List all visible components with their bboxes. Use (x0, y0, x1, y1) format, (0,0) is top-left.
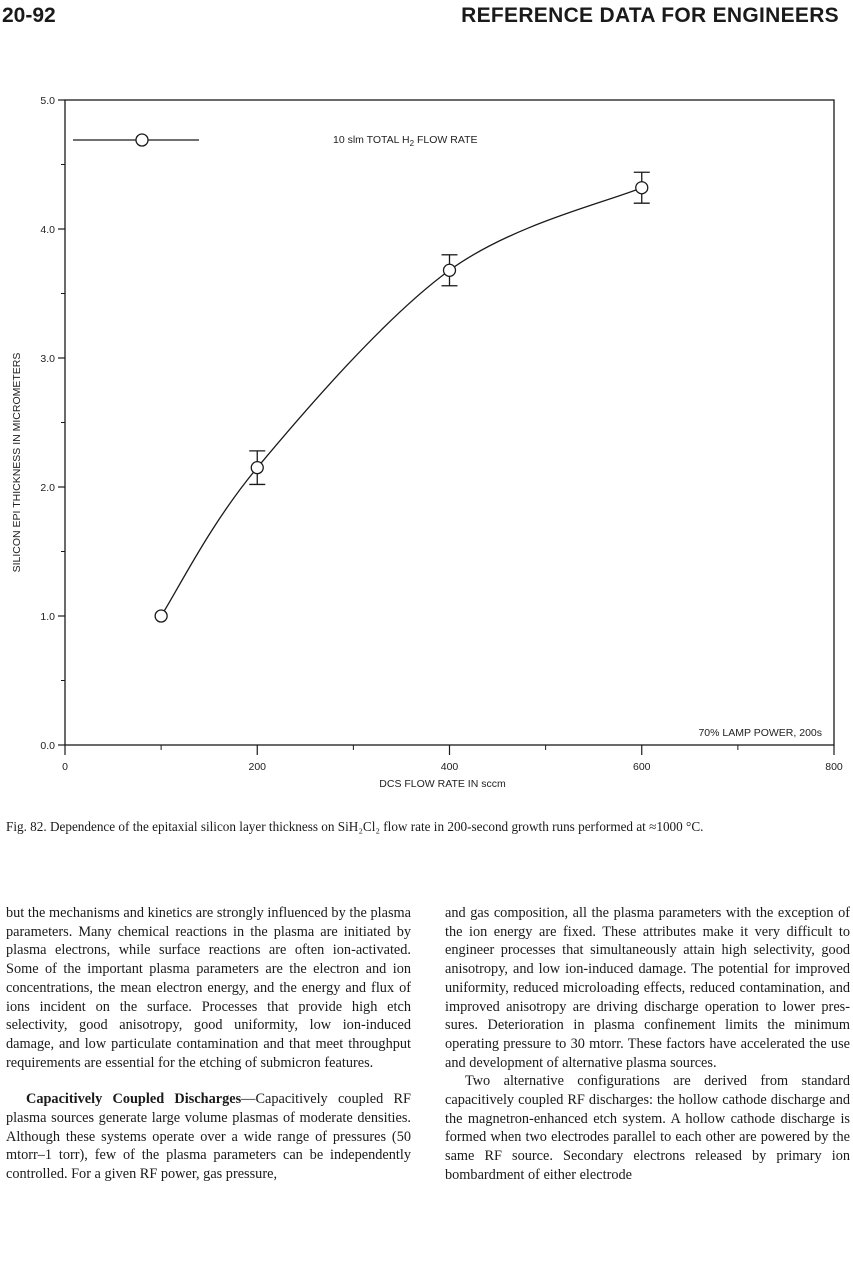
data-point (155, 610, 167, 622)
legend-label-tail: FLOW RATE (414, 134, 478, 146)
y-tick-label: 2.0 (40, 482, 55, 494)
section-heading: Capacitively Coupled Discharges (26, 1091, 242, 1108)
legend-marker (136, 134, 148, 146)
y-tick-label: 0.0 (40, 740, 55, 752)
y-axis (40, 95, 65, 752)
figure-caption: Fig. 82. Dependence of the epitaxial silicon layer thickness on SiH₂Cl₂ flow rate in 200-second growth runs performed at ≈1000 °C. (6, 819, 704, 834)
x-axis-label: DCS FLOW RATE IN sccm (379, 778, 506, 790)
series-10-slm (155, 172, 650, 622)
body-column-left (6, 904, 411, 1184)
x-tick-label: 200 (248, 761, 267, 773)
paragraph: Two alternative configurations are derived from standard capacitively coupled RF discharges: the hollow cathode discharge and the magnetron-enhanced etch system. A hollow cathode discharge is formed when two electrodes parallel to each other are powered by the same RF source. Secondary electrons released by primary ion bombardment of either electrode (445, 1073, 850, 1183)
legend-label (333, 134, 477, 148)
paragraph-capacitive (6, 1090, 411, 1184)
y-tick-label: 3.0 (40, 353, 55, 365)
series-curve (161, 188, 642, 616)
running-title: REFERENCE DATA FOR ENGINEERS (461, 4, 839, 27)
y-axis-label: SILICON EPI THICKNESS IN MICROMETERS (11, 352, 23, 573)
lamp-power-annotation: 70% LAMP POWER, 200s (698, 727, 822, 739)
legend-label-main: 10 slm TOTAL H (333, 134, 410, 146)
plot-frame (65, 100, 834, 745)
thickness-vs-flow-chart (0, 85, 853, 800)
data-point (251, 462, 263, 474)
x-tick-label: 600 (632, 761, 651, 773)
body-column-right (445, 904, 850, 1185)
paragraph: but the mechanisms and kinetics are strongly influenced by the plasma parameters. Many chemical reactions in the plasma are initiated by plasma electrons, while surface reactions are often ion-activated. Some of the important plasma parameters are the electron and ion concentrations, the mean electron energy, and the energy and flux of ions incident on the surface. Processes that provide high etch selectivity, good anisotropy, good uniformity, low ion-induced damage, and low particulate contamination and that meet throughput requirements are essential for the etching of submicron features. (6, 905, 411, 1071)
x-tick-label: 0 (62, 761, 68, 773)
x-tick-label: 800 (825, 761, 843, 773)
plot-border (65, 100, 834, 745)
page-number: 20-92 (2, 4, 56, 27)
legend-label-subscript: 2 (409, 139, 415, 148)
paragraph-text: —Capacitively coupled RF plasma sources generate large volume plasmas of moderate densities. Although these systems operate over a wide range of pressures (50 mtorr–1 torr), few of the plasma parameters can be independently controlled. For a given RF power, gas pressure, (6, 1091, 411, 1183)
y-tick-label: 5.0 (40, 95, 55, 107)
paragraph: and gas composition, all the plasma parameters with the exception of the ion energy are fixed. These attributes make it very difficult to engineer processes that simultaneously attain high selectivity, good anisotropy, and low ion-induced damage. The potential for improved uniformity, reduced microloading effects, reduced contamination, and improved anisotropy are driving discharge operation to lower pressures. Deterioration in plasma confinement limits the minimum operating pressure to 30 mtorr. These factors have accelerated the use and development of alternative plasma sources. (445, 905, 850, 1071)
y-tick-label: 4.0 (40, 224, 55, 236)
x-tick-label: 400 (440, 761, 459, 773)
data-point (636, 182, 648, 194)
y-tick-label: 1.0 (40, 611, 55, 623)
data-point (444, 264, 456, 276)
x-axis (62, 745, 843, 773)
legend (73, 134, 477, 148)
